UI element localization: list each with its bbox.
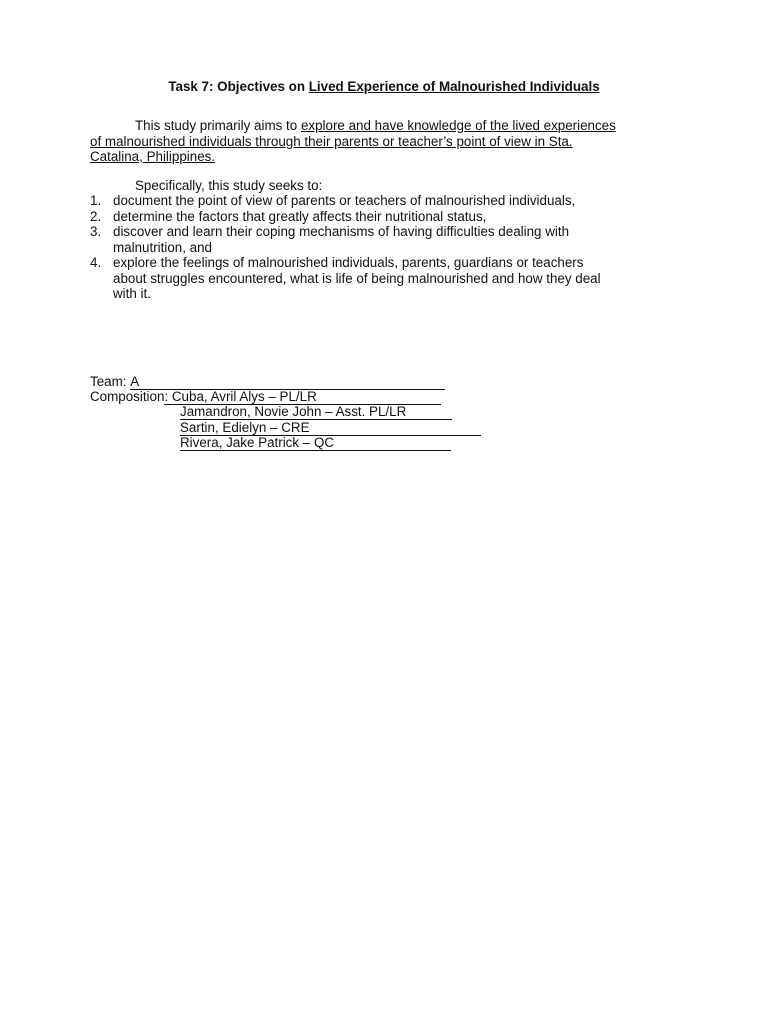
specific-intro [90, 178, 690, 194]
list-item-text: malnutrition, and [113, 239, 212, 255]
intro-underlined-3: Catalina, Philippines. [90, 149, 216, 164]
composition-member-row [90, 420, 481, 435]
composition-member-3: Sartin, Edielyn – CRE [180, 421, 481, 436]
intro-line-2 [90, 134, 690, 150]
objectives-list [90, 193, 670, 302]
team-row [90, 374, 481, 389]
composition-label: Composition [90, 389, 165, 405]
list-item-text: discover and learn their coping mechanisms of having difficulties dealing with [113, 224, 570, 239]
list-item-number: 3. [90, 224, 102, 239]
title-underlined: Lived Experience of Malnourished Individuals [308, 79, 600, 94]
team-value: A [130, 375, 445, 390]
composition-member-row [90, 435, 481, 450]
intro-underlined-1: explore and have knowledge of the lived experiences [300, 118, 616, 133]
composition-member-row [90, 404, 481, 419]
list-item [90, 193, 670, 209]
intro-paragraph [90, 118, 690, 165]
intro-line-1 [90, 118, 690, 134]
composition-row [90, 389, 481, 404]
composition-member-2: Jamandron, Novie John – Asst. PL/LR [180, 405, 452, 420]
list-item-number: 2. [90, 208, 102, 224]
intro-lead: This study primarily aims to [135, 118, 301, 133]
composition-member-1: : Cuba, Avril Alys – PL/LR [164, 390, 441, 405]
list-item [90, 224, 670, 255]
list-item-number: 4. [90, 255, 102, 270]
list-item [90, 209, 670, 225]
title-prefix: Task 7: Objectives on [168, 79, 309, 94]
document-title [0, 79, 768, 95]
list-item-number: 1. [90, 193, 102, 208]
specific-intro-text: Specifically, this study seeks to: [135, 178, 323, 193]
list-item [90, 255, 670, 302]
intro-line-3 [90, 149, 690, 165]
intro-underlined-2: of malnourished individuals through their parents or teacher’s point of view in Sta. [90, 133, 573, 149]
list-item-text: explore the feelings of malnourished individuals, parents, guardians or teachers [113, 255, 584, 270]
list-item-text: about struggles encountered, what is life of being malnourished and how they deal [113, 270, 601, 286]
list-item-text: determine the factors that greatly affects their nutritional status, [113, 208, 487, 224]
team-label: Team: [90, 374, 131, 389]
list-item-text: document the point of view of parents or teachers of malnourished individuals, [113, 193, 576, 208]
list-item-text: with it. [113, 286, 151, 301]
team-block [90, 374, 481, 450]
composition-member-4: Rivera, Jake Patrick – QC [180, 436, 451, 451]
